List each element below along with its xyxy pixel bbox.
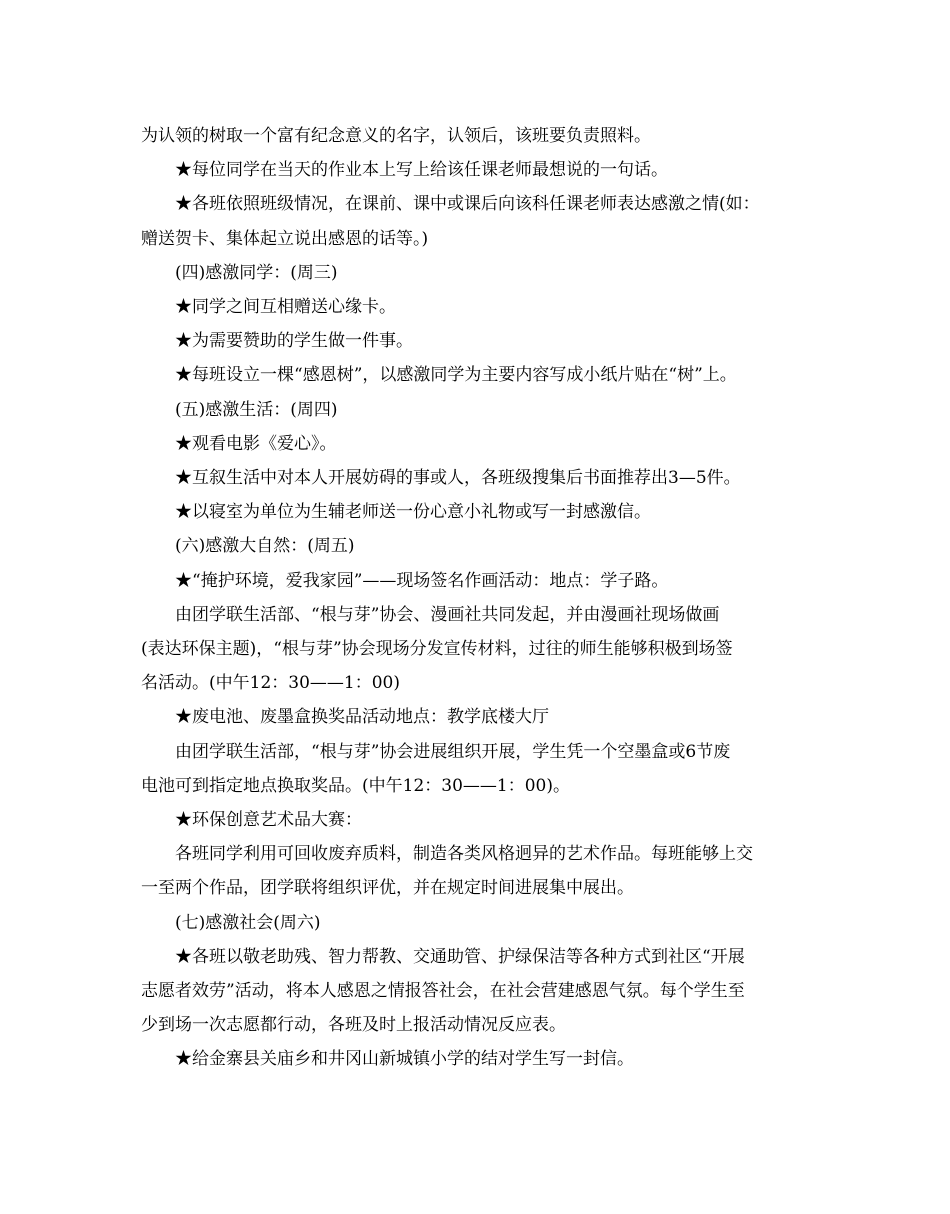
text-line: ★每班设立一棵“感恩树”，以感激同学为主要内容写成小纸片贴在“树”上。 bbox=[175, 365, 737, 386]
text-line: ★废电池、废墨盒换奖品活动地点：教学底楼大厅 bbox=[175, 707, 549, 728]
text-line: 各班同学利用可回收废弃质料，制造各类风格迥异的艺术作品。每班能够上交 bbox=[175, 844, 753, 865]
text-line: 由团学联生活部、“根与芽”协会、漫画社共同发起，并由漫画社现场做画 bbox=[175, 604, 720, 625]
text-line: 名活动。(中午12：30——1：00) bbox=[141, 673, 400, 694]
text-line: ★以寝室为单位为生辅老师送一份心意小礼物或写一封感激信。 bbox=[175, 502, 651, 523]
text-line: 由团学联生活部，“根与芽”协会进展组织开展，学生凭一个空墨盒或6节废 bbox=[175, 741, 731, 762]
text-line: 为认领的树取一个富有纪念意义的名字，认领后，该班要负责照料。 bbox=[141, 126, 651, 146]
text-line: ★观看电影《爱心》。 bbox=[175, 433, 337, 454]
text-line: (四)感激同学：(周三) bbox=[175, 262, 338, 283]
text-line: 一至两个作品，团学联将组织评优，并在规定时间进展集中展出。 bbox=[141, 878, 634, 899]
document-body bbox=[141, 119, 821, 1077]
text-line: ★“掩护环境，爱我家园”——现场签名作画活动：地点：学子路。 bbox=[175, 570, 669, 591]
text-line: (六)感激大自然：(周五) bbox=[175, 536, 355, 557]
text-line: 志愿者效劳”活动，将本人感恩之情报答社会，在社会营建感恩气氛。每个学生至 bbox=[141, 981, 745, 1002]
text-line: ★各班以敬老助残、智力帮教、交通助管、护绿保洁等各种方式到社区“开展 bbox=[175, 946, 745, 967]
text-line: ★为需要赞助的学生做一件事。 bbox=[175, 331, 413, 352]
text-line: (表达环保主题)，“根与芽”协会现场分发宣传材料，过往的师生能够积极到场签 bbox=[141, 639, 733, 660]
text-line: ★每位同学在当天的作业本上写上给该任课老师最想说的一句话。 bbox=[175, 160, 668, 181]
text-line: ★环保创意艺术品大赛： bbox=[175, 810, 362, 831]
text-line: ★同学之间互相赠送心缘卡。 bbox=[175, 297, 396, 318]
text-line: 少到场一次志愿都行动，各班及时上报活动情况反应表。 bbox=[141, 1015, 566, 1036]
text-line: ★各班依照班级情况，在课前、课中或课后向该科任课老师表达感激之情(如： bbox=[175, 194, 760, 215]
text-line: (五)感激生活：(周四) bbox=[175, 399, 338, 420]
text-line: ★互叙生活中对本人开展妨碍的事或人，各班级搜集后书面推荐出3—5件。 bbox=[175, 468, 741, 489]
text-line: (七)感激社会(周六) bbox=[175, 912, 321, 933]
text-line: 赠送贺卡、集体起立说出感恩的话等。) bbox=[141, 228, 429, 249]
text-line: 电池可到指定地点换取奖品。(中午12：30——1：00)。 bbox=[141, 775, 570, 796]
text-line: ★给金寨县关庙乡和井冈山新城镇小学的结对学生写一封信。 bbox=[175, 1049, 634, 1070]
